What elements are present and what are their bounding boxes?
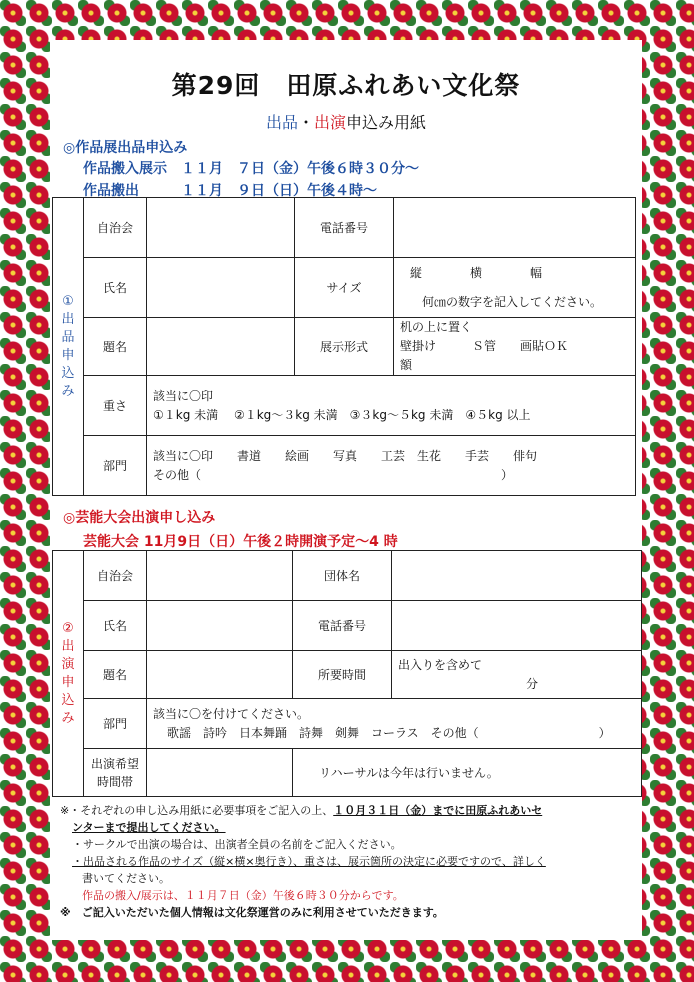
rehearsal-note: リハーサルは今年は行いません。 xyxy=(293,749,642,797)
side-char: み xyxy=(61,710,75,726)
label-duration: 所要時間 xyxy=(293,651,392,699)
side-char: 出 xyxy=(61,638,75,654)
side-char: 込 xyxy=(61,365,75,381)
dept-options: 該当に〇印 書道 絵画 写真 工芸 生花 手芸 俳句 xyxy=(153,448,538,463)
duration-unit: 分 xyxy=(526,676,539,691)
dept-options: 歌謡 詩吟 日本舞踊 詩舞 剣舞 コーラス その他（ ） xyxy=(167,725,611,740)
label-dept: 部門 xyxy=(84,436,147,496)
label-display: 展示形式 xyxy=(295,318,394,376)
side-char: 出 xyxy=(61,311,75,327)
form-sheet xyxy=(50,40,642,940)
note-2: ・サークルで出演の場合は、出演者全員の名前をご記入ください。 xyxy=(72,838,402,851)
display-opt: 壁掛け Ｓ管 画貼ＯＫ xyxy=(400,339,569,353)
input-title[interactable] xyxy=(147,318,295,376)
duration-note: 出入りを含めて xyxy=(398,657,483,672)
side-char: 品 xyxy=(61,329,75,345)
label-jichikai: 自治会 xyxy=(84,551,147,601)
note-1-cont-text: ンターまで提出してください。 xyxy=(72,821,226,834)
note-1-deadline: １０月３１日（金）までに田原ふれあいセ xyxy=(333,804,543,817)
weight-head: 該当に〇印 xyxy=(153,388,214,403)
side-char: 演 xyxy=(61,656,75,672)
note-4: 作品の搬入/展示は、１１月７日（金）午後６時３０分からです。 xyxy=(82,889,404,902)
input-phone[interactable] xyxy=(394,198,636,258)
note-1-text: ※・それぞれの申し込み用紙に必要事項をご記入の上、 xyxy=(60,804,334,817)
input-dept[interactable] xyxy=(147,436,636,496)
subtitle-rest: 申込み用紙 xyxy=(346,113,427,132)
label-size: サイズ xyxy=(295,258,394,318)
note-1 xyxy=(60,802,630,819)
performance-table xyxy=(52,550,642,797)
dept-head: 該当に〇を付けてください。 xyxy=(153,706,310,721)
exhibit-side-label xyxy=(53,198,84,496)
section2-heading: ◎芸能大会出演申し込み xyxy=(63,510,216,526)
section1-line1: 作品搬入展示 １１月 ７日（金）午後６時３０分～ xyxy=(83,161,419,177)
notes xyxy=(60,802,630,921)
input-dept[interactable] xyxy=(147,699,642,749)
label-title: 題名 xyxy=(84,651,147,699)
note-3-cont: 書いてください。 xyxy=(82,872,170,885)
section1-heading: ◎作品展出品申込み xyxy=(63,140,188,156)
section2-line1: 芸能大会 11月9日（日）午後２時開演予定～4 時 xyxy=(83,534,398,550)
display-opt: 机の上に置く xyxy=(400,320,473,334)
label-wish-time: 出演希望 時間帯 xyxy=(84,749,147,797)
subtitle-sep: ・ xyxy=(297,113,314,132)
page-subtitle xyxy=(50,110,642,133)
input-name[interactable] xyxy=(147,601,293,651)
input-jichikai[interactable] xyxy=(147,551,293,601)
subtitle-perform: 出演 xyxy=(314,113,347,132)
label-name: 氏名 xyxy=(84,258,147,318)
label-phone: 電話番号 xyxy=(293,601,392,651)
input-wish-time[interactable] xyxy=(147,749,293,797)
label-dept: 部門 xyxy=(84,699,147,749)
display-opt: 額 xyxy=(400,358,413,372)
weight-options: ①１kg 未満 ②１kg～３kg 未満 ③３kg～５kg 未満 ④５kg 以上 xyxy=(153,407,531,422)
section1-line2: 作品搬出 １１月 ９日（日）午後４時～ xyxy=(83,183,377,199)
input-display[interactable] xyxy=(394,318,636,376)
size-dims: 縦 横 幅 xyxy=(410,265,543,280)
note-3 xyxy=(60,853,630,870)
label-weight: 重さ xyxy=(84,376,147,436)
side-char: 込 xyxy=(61,692,75,708)
exhibit-table xyxy=(52,197,636,496)
subtitle-exhibit: 出品 xyxy=(265,113,298,132)
label-name: 氏名 xyxy=(84,601,147,651)
note-1-cont xyxy=(60,819,630,836)
label-group: 団体名 xyxy=(293,551,392,601)
dept-other: その他（ ） xyxy=(153,467,514,482)
label-title: 題名 xyxy=(84,318,147,376)
side-char: ① xyxy=(62,293,74,309)
note-3-text: ・出品される作品のサイズ（縦×横×奥行き）、重さは、展示箇所の決定に必要ですので、詳しく xyxy=(72,855,546,868)
note-5: ※ ご記入いただいた個人情報は文化祭運営のみに利用させていただきます。 xyxy=(60,906,444,919)
size-note: 何㎝の数字を記入してください。 xyxy=(422,294,603,309)
input-size[interactable] xyxy=(394,258,636,318)
input-phone[interactable] xyxy=(392,601,642,651)
side-char: み xyxy=(61,383,75,399)
input-group[interactable] xyxy=(392,551,642,601)
input-title[interactable] xyxy=(147,651,293,699)
perform-side-label xyxy=(53,551,84,797)
label-phone: 電話番号 xyxy=(295,198,394,258)
side-char: ② xyxy=(62,620,74,636)
input-jichikai[interactable] xyxy=(147,198,295,258)
input-duration[interactable] xyxy=(392,651,642,699)
input-name[interactable] xyxy=(147,258,295,318)
page-title: 第29回 田原ふれあい文化祭 xyxy=(171,71,521,100)
side-char: 申 xyxy=(61,347,75,363)
label-jichikai: 自治会 xyxy=(84,198,147,258)
side-char: 申 xyxy=(61,674,75,690)
input-weight[interactable] xyxy=(147,376,636,436)
